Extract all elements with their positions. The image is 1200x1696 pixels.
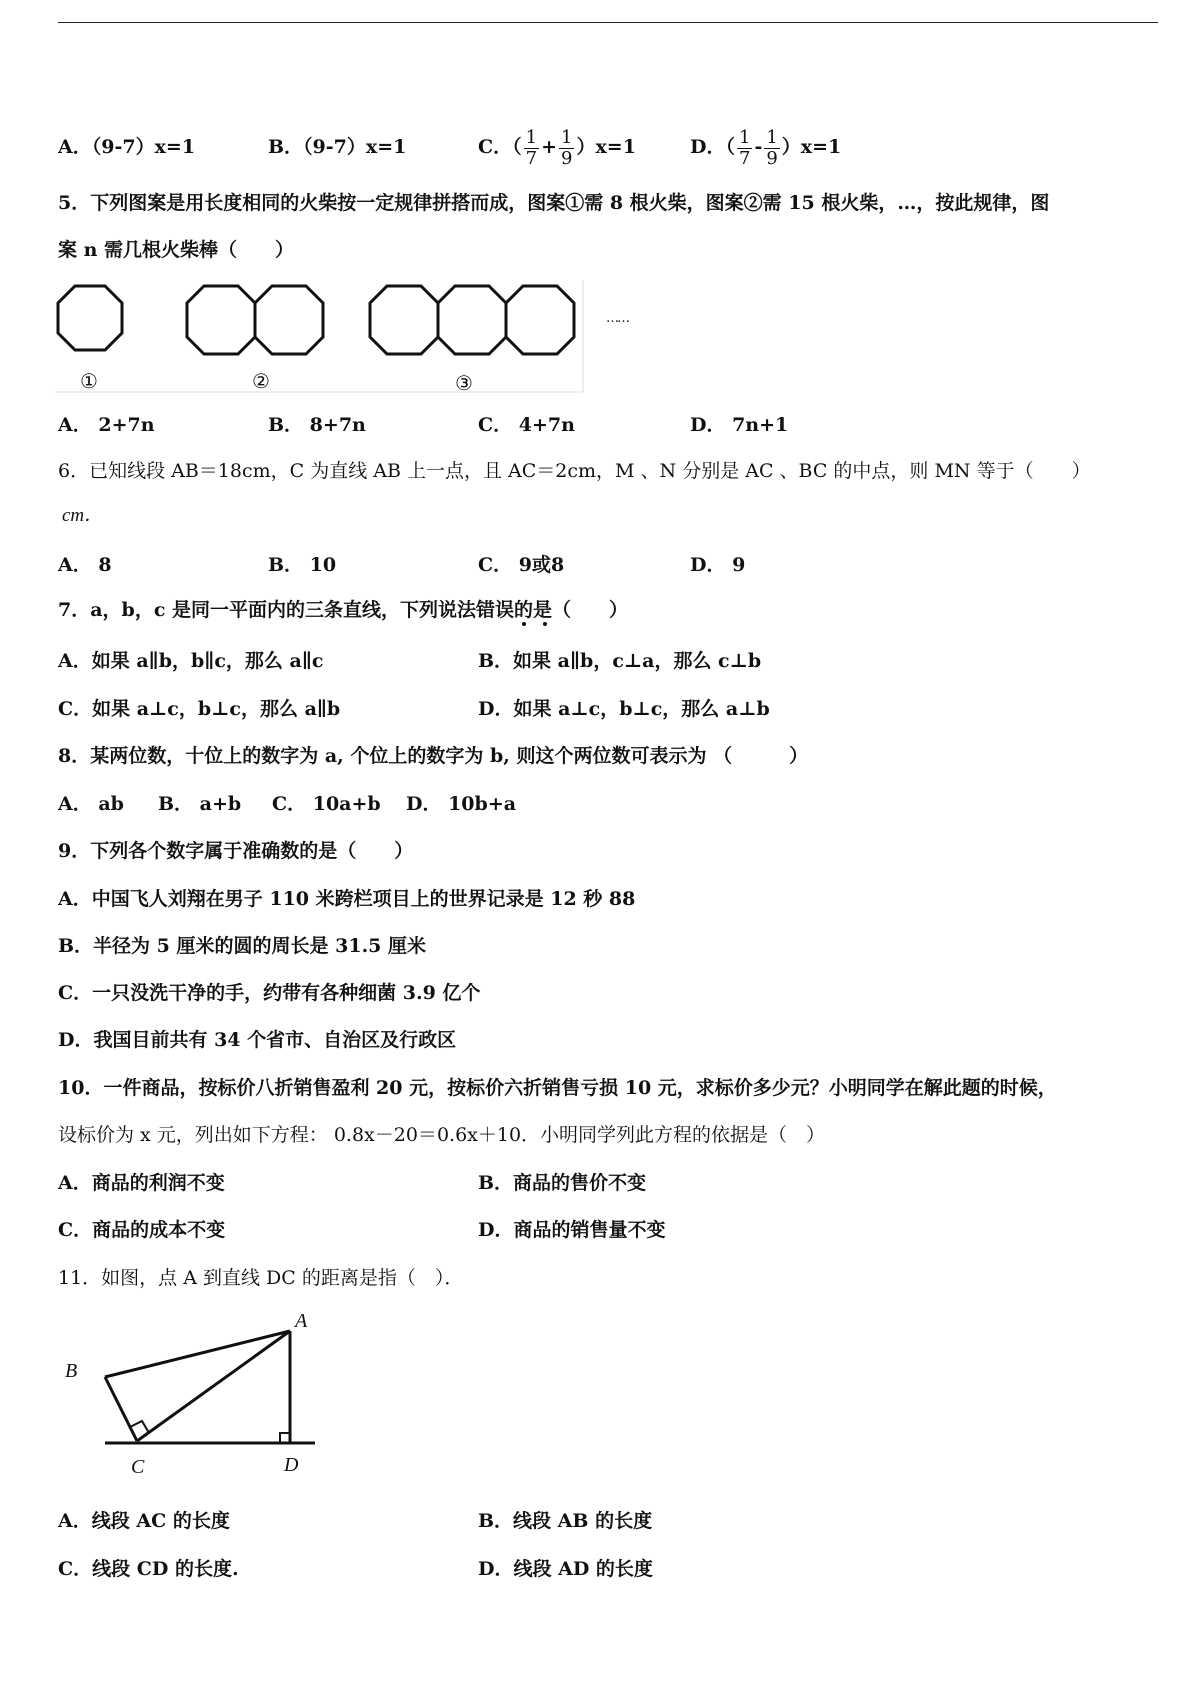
- q4-d-minus: -: [754, 136, 763, 158]
- q6-option-b[interactable]: B． 10: [268, 554, 337, 576]
- q6-option-a[interactable]: A． 8: [58, 554, 112, 576]
- q7-option-c[interactable]: C．如果 a⊥c，b⊥c，那么 a∥b: [58, 698, 341, 720]
- q8-option-d[interactable]: D． 10b+a: [406, 793, 517, 815]
- q4-c-prefix: C．（: [478, 136, 522, 158]
- ellipsis-continuation: ……: [606, 311, 628, 326]
- q4-d-suffix: ）x=1: [781, 136, 842, 158]
- figure-label-3: ③: [455, 371, 473, 395]
- emphasis-dot: [543, 622, 547, 626]
- emphasis-dot: [522, 622, 526, 626]
- q10-option-c[interactable]: C．商品的成本不变: [58, 1219, 226, 1241]
- q9-option-a[interactable]: A．中国飞人刘翔在男子 110 米跨栏项目上的世界记录是 12 秒 88: [58, 888, 636, 910]
- q5-option-d[interactable]: D． 7n+1: [690, 414, 789, 436]
- q5-option-a[interactable]: A． 2+7n: [58, 414, 155, 436]
- q4-option-c[interactable]: [478, 120, 636, 174]
- point-label-a: A: [295, 1310, 308, 1332]
- figure-label-2: ②: [252, 369, 270, 393]
- top-rule: [58, 22, 1158, 23]
- q5-stem-line2: 案 n 需几根火柴棒（ ）: [58, 239, 295, 261]
- q7-option-d[interactable]: D．如果 a⊥c，b⊥c，那么 a⊥b: [478, 698, 770, 720]
- q4-d-prefix: D．（: [690, 136, 735, 158]
- q5-stem-line1: 5．下列图案是用长度相同的火柴按一定规律拼搭而成，图案①需 8 根火柴，图案②需 15 根火柴，…，按此规律，图: [58, 192, 1050, 214]
- q9-option-c[interactable]: C．一只没洗干净的手，约带有各种细菌 3.9 亿个: [58, 982, 481, 1004]
- q6-stem-line1: 6．已知线段 AB＝18cm，C 为直线 AB 上一点，且 AC＝2cm，M 、N 分别是 AC 、BC 的中点，则 MN 等于（ ）: [58, 460, 1091, 482]
- q11-option-d[interactable]: D．线段 AD 的长度: [478, 1558, 653, 1580]
- q4-c-plus: +: [541, 136, 557, 158]
- q10-option-b[interactable]: B．商品的售价不变: [478, 1172, 647, 1194]
- q6-stem-line2: cm．: [62, 505, 104, 526]
- q10-stem-line1: 10．一件商品，按标价八折销售盈利 20 元，按标价六折销售亏损 10 元，求标价多少元？小明同学在解此题的时候，: [58, 1077, 1057, 1099]
- q9-stem: 9．下列各个数字属于准确数的是（ ）: [58, 840, 414, 862]
- fraction-1-9: $\frac{1}{9}$: [766, 126, 778, 169]
- fraction-1-9: $\frac{1}{9}$: [561, 126, 573, 169]
- q8-option-b[interactable]: B． a+b: [158, 793, 242, 815]
- q8-stem: 8．某两位数，十位上的数字为 a, 个位上的数字为 b, 则这个两位数可表示为 （ ）: [58, 745, 809, 767]
- q8-option-c[interactable]: C． 10a+b: [272, 793, 381, 815]
- q11-option-c[interactable]: C．线段 CD 的长度.: [58, 1558, 239, 1580]
- q10-stem-line2: 设标价为 x 元，列出如下方程： 0.8x－20＝0.6x＋10．小明同学列此方程的依据是（ ）: [58, 1124, 826, 1146]
- point-label-b: B: [65, 1360, 78, 1382]
- q6-option-d[interactable]: D． 9: [690, 554, 746, 576]
- q4-option-a[interactable]: A．（9-7）x=1: [58, 136, 196, 158]
- matchstick-octagon-figure: [55, 280, 655, 395]
- figure-label-1: ①: [80, 369, 98, 393]
- q4-option-b[interactable]: B．（9-7）x=1: [268, 136, 407, 158]
- q5-option-c[interactable]: C． 4+7n: [478, 414, 575, 436]
- fraction-1-7: $\frac{1}{7}$: [525, 126, 538, 169]
- q10-option-d[interactable]: D．商品的销售量不变: [478, 1219, 666, 1241]
- q9-option-b[interactable]: B．半径为 5 厘米的圆的周长是 31.5 厘米: [58, 935, 427, 957]
- q9-option-d[interactable]: D．我国目前共有 34 个省市、自治区及行政区: [58, 1029, 457, 1051]
- q11-option-a[interactable]: A．线段 AC 的长度: [58, 1510, 230, 1532]
- q6-option-c[interactable]: C． 9或8: [478, 554, 565, 576]
- fraction-1-7: $\frac{1}{7}$: [738, 126, 751, 169]
- q7-option-a[interactable]: A．如果 a∥b，b∥c，那么 a∥c: [58, 650, 324, 672]
- q4-c-suffix: ）x=1: [576, 136, 636, 158]
- q10-option-a[interactable]: A．商品的利润不变: [58, 1172, 225, 1194]
- q5-option-b[interactable]: B． 8+7n: [268, 414, 366, 436]
- q11-stem: 11．如图，点 A 到直线 DC 的距离是指（ ）．: [58, 1267, 464, 1289]
- q7-stem: 7．a，b，c 是同一平面内的三条直线，下列说法错误的是（ ）: [58, 599, 629, 621]
- point-label-d: D: [284, 1454, 299, 1476]
- triangle-distance-figure: [55, 1305, 335, 1480]
- q7-option-b[interactable]: B．如果 a∥b，c⊥a，那么 c⊥b: [478, 650, 762, 672]
- point-label-c: C: [131, 1456, 145, 1478]
- q4-option-d[interactable]: [690, 120, 841, 174]
- q11-option-b[interactable]: B．线段 AB 的长度: [478, 1510, 653, 1532]
- q8-option-a[interactable]: A． ab: [58, 793, 124, 815]
